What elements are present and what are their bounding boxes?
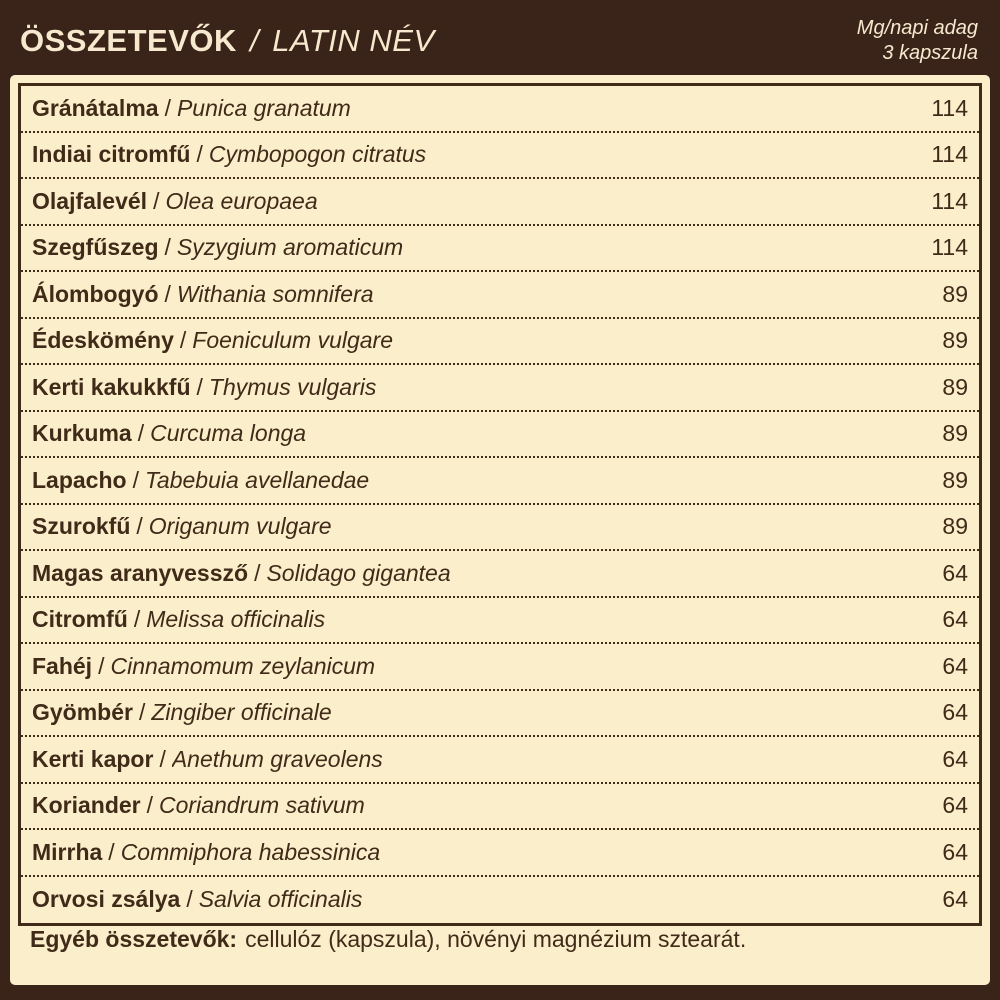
table-row	[21, 365, 979, 412]
ingredient-latin-name: Zingiber officinale	[151, 699, 332, 726]
ingredient-latin-name: Melissa officinalis	[146, 606, 326, 633]
ingredient-latin-name: Olea europaea	[165, 187, 318, 214]
ingredient-latin-name: Foeniculum vulgare	[192, 327, 394, 354]
ingredient-mg-value: 64	[942, 559, 968, 586]
dose-amount: 3 kapszula	[882, 41, 978, 64]
name-separator: /	[136, 513, 143, 540]
ingredient-name: Álombogyó	[32, 280, 159, 307]
name-separator: /	[153, 187, 160, 214]
ingredient-name: Mirrha	[32, 838, 103, 865]
ingredient-mg-value: 114	[931, 234, 968, 261]
ingredient-mg-value: 89	[942, 420, 968, 447]
ingredient-mg-value: 64	[942, 745, 968, 772]
title-latin: LATIN NÉV	[272, 22, 435, 58]
ingredient-latin-name: Curcuma longa	[150, 420, 307, 447]
ingredient-latin-name: Salvia officinalis	[198, 886, 363, 913]
ingredient-latin-name: Cinnamomum zeylanicum	[110, 652, 376, 679]
table-row	[21, 598, 979, 645]
page-title	[20, 23, 435, 59]
ingredient-name: Gránátalma	[32, 94, 159, 121]
table-row	[21, 737, 979, 784]
table-row	[21, 691, 979, 738]
name-separator: /	[108, 838, 115, 865]
name-separator: /	[164, 234, 171, 261]
table-row	[21, 179, 979, 226]
name-separator: /	[196, 373, 203, 400]
title-separator: /	[250, 22, 260, 58]
name-separator: /	[98, 652, 105, 679]
ingredient-name: Gyömbér	[32, 699, 133, 726]
title-hungarian: ÖSSZETEVŐK	[20, 22, 237, 58]
ingredient-name: Koriander	[32, 792, 141, 819]
table-row	[21, 644, 979, 691]
ingredient-mg-value: 64	[942, 652, 968, 679]
table-row	[21, 86, 979, 133]
ingredient-latin-name: Origanum vulgare	[148, 513, 332, 540]
table-row	[21, 830, 979, 877]
name-separator: /	[133, 606, 141, 633]
ingredient-latin-name: Punica granatum	[176, 94, 351, 121]
ingredient-latin-name: Anethum graveolens	[171, 745, 383, 772]
name-separator: /	[164, 280, 171, 307]
name-separator: /	[196, 141, 203, 168]
ingredient-name: Magas aranyvessző	[32, 559, 249, 586]
name-separator: /	[138, 699, 146, 726]
ingredient-mg-value: 114	[931, 187, 968, 214]
name-separator: /	[159, 745, 166, 772]
other-ingredients-text: cellulóz (kapszula), növényi magnézium sztearát.	[245, 926, 747, 952]
ingredient-mg-value: 89	[942, 373, 968, 400]
ingredient-name: Olajfalevél	[32, 187, 148, 214]
table-row	[21, 551, 979, 598]
ingredient-mg-value: 89	[942, 466, 968, 493]
name-separator: /	[137, 420, 145, 447]
dose-info	[857, 16, 978, 66]
ingredient-mg-value: 89	[942, 513, 968, 540]
ingredient-latin-name: Thymus vulgaris	[208, 373, 377, 400]
name-separator: /	[164, 94, 171, 121]
ingredient-latin-name: Withania somnifera	[176, 280, 374, 307]
name-separator: /	[186, 886, 193, 913]
table-row	[21, 272, 979, 319]
ingredient-mg-value: 64	[942, 838, 968, 865]
ingredient-mg-value: 114	[931, 141, 968, 168]
ingredient-name: Szegfűszeg	[32, 234, 159, 261]
ingredient-name: Fahéj	[32, 652, 93, 679]
table-row	[21, 319, 979, 366]
ingredient-mg-value: 89	[942, 280, 968, 307]
ingredient-mg-value: 64	[942, 792, 968, 819]
ingredient-name: Citromfű	[32, 606, 128, 633]
content-panel	[10, 75, 990, 985]
ingredient-latin-name: Solidago gigantea	[266, 559, 451, 586]
ingredient-latin-name: Coriandrum sativum	[159, 792, 365, 819]
label-header	[0, 0, 1000, 75]
ingredient-mg-value: 64	[942, 699, 968, 726]
ingredient-latin-name: Commiphora habessinica	[120, 838, 381, 865]
ingredient-mg-value: 64	[942, 606, 968, 633]
name-separator: /	[254, 559, 261, 586]
ingredient-name: Kerti kakukkfű	[32, 373, 191, 400]
ingredient-name: Kerti kapor	[32, 745, 154, 772]
other-ingredients-label: Egyéb összetevők:	[30, 926, 238, 952]
table-row	[21, 458, 979, 505]
ingredients-table	[18, 83, 982, 926]
other-ingredients-note	[30, 926, 970, 953]
name-separator: /	[179, 327, 187, 354]
ingredient-name: Orvosi zsálya	[32, 886, 181, 913]
ingredient-latin-name: Tabebuia avellanedae	[144, 466, 370, 493]
ingredient-name: Lapacho	[32, 466, 127, 493]
ingredient-name: Indiai citromfű	[32, 141, 191, 168]
ingredient-mg-value: 114	[931, 94, 968, 121]
table-row	[21, 784, 979, 831]
ingredient-latin-name: Cymbopogon citratus	[208, 141, 427, 168]
ingredient-latin-name: Syzygium aromaticum	[176, 234, 404, 261]
name-separator: /	[132, 466, 139, 493]
ingredient-name: Szurokfű	[32, 513, 131, 540]
name-separator: /	[146, 792, 154, 819]
table-row	[21, 133, 979, 180]
table-row	[21, 412, 979, 459]
dose-unit: Mg/napi adag	[856, 16, 978, 39]
table-row	[21, 877, 979, 924]
table-row	[21, 505, 979, 552]
ingredient-mg-value: 89	[942, 327, 968, 354]
ingredient-name: Kurkuma	[32, 420, 132, 447]
ingredient-mg-value: 64	[942, 886, 968, 913]
ingredient-name: Édeskömény	[32, 327, 174, 354]
table-row	[21, 226, 979, 273]
